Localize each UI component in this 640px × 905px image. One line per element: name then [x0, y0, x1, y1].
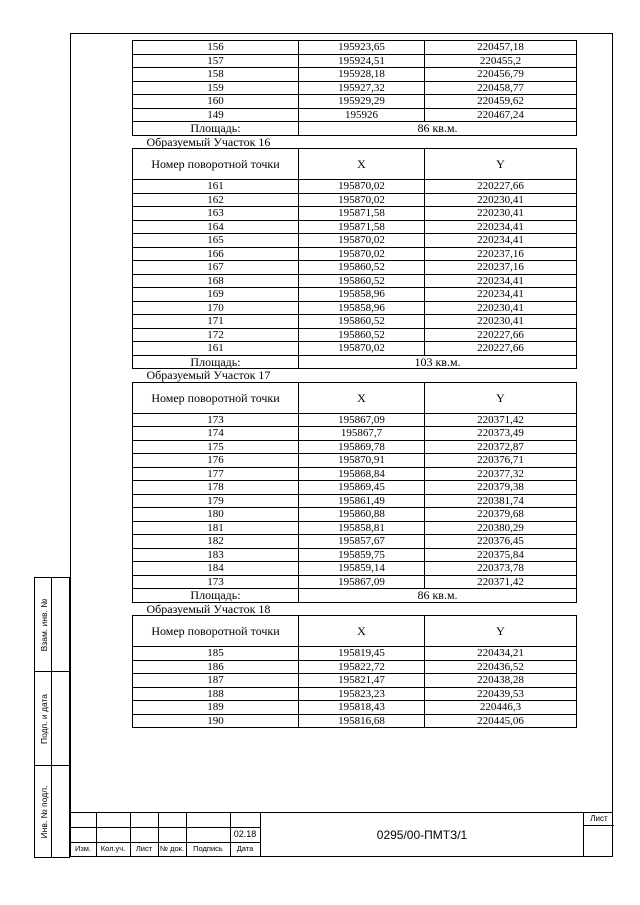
- header-point-number: Номер поворотной точки: [133, 149, 299, 180]
- x-coordinate: 195858,96: [299, 288, 425, 302]
- title-block: [70, 812, 613, 857]
- point-number: 180: [133, 508, 299, 522]
- x-coordinate: 195860,52: [299, 315, 425, 329]
- point-number: 170: [133, 301, 299, 315]
- x-coordinate: 195871,58: [299, 207, 425, 221]
- x-coordinate: 195860,52: [299, 274, 425, 288]
- area-label: Площадь:: [133, 122, 299, 136]
- table-row: [133, 674, 577, 688]
- x-coordinate: 195819,45: [299, 647, 425, 661]
- x-coordinate: 195869,45: [299, 481, 425, 495]
- x-coordinate: 195860,88: [299, 508, 425, 522]
- y-coordinate: 220379,38: [425, 481, 577, 495]
- y-coordinate: 220376,71: [425, 454, 577, 468]
- section-title: Образуемый Участок 17: [133, 369, 577, 383]
- y-coordinate: 220438,28: [425, 674, 577, 688]
- y-coordinate: 220459,62: [425, 95, 577, 109]
- y-coordinate: 220439,53: [425, 687, 577, 701]
- table-row: [133, 413, 577, 427]
- section-row: [133, 135, 577, 149]
- stamp-header-change: Изм.: [74, 844, 92, 853]
- table-row: [133, 207, 577, 221]
- point-number: 172: [133, 328, 299, 342]
- table-row: [133, 714, 577, 728]
- y-coordinate: 220227,66: [425, 180, 577, 194]
- table-row: [133, 41, 577, 55]
- y-coordinate: 220457,18: [425, 41, 577, 55]
- table-row: [133, 68, 577, 82]
- stamp-header-docno: № док.: [159, 844, 185, 853]
- side-cell-inv: [34, 765, 70, 858]
- area-value: 103 кв.м.: [299, 355, 577, 369]
- point-number: 175: [133, 440, 299, 454]
- header-y: Y: [425, 382, 577, 413]
- y-coordinate: 220234,41: [425, 234, 577, 248]
- side-label-inv: Инв. № подл.: [39, 785, 49, 838]
- point-number: 173: [133, 575, 299, 589]
- y-coordinate: 220230,41: [425, 301, 577, 315]
- point-number: 167: [133, 261, 299, 275]
- header-x: X: [299, 382, 425, 413]
- stamp-header-signature: Подпись: [193, 844, 223, 853]
- table-row: [133, 288, 577, 302]
- point-number: 177: [133, 467, 299, 481]
- point-number: 156: [133, 41, 299, 55]
- table-row: [133, 193, 577, 207]
- point-number: 159: [133, 81, 299, 95]
- y-coordinate: 220230,41: [425, 193, 577, 207]
- table-row: [133, 81, 577, 95]
- x-coordinate: 195858,81: [299, 521, 425, 535]
- x-coordinate: 195859,75: [299, 548, 425, 562]
- x-coordinate: 195857,67: [299, 535, 425, 549]
- point-number: 189: [133, 701, 299, 715]
- point-number: 186: [133, 660, 299, 674]
- point-number: 166: [133, 247, 299, 261]
- table-row: [133, 481, 577, 495]
- x-coordinate: 195924,51: [299, 54, 425, 68]
- point-number: 190: [133, 714, 299, 728]
- y-coordinate: 220446,3: [425, 701, 577, 715]
- x-coordinate: 195923,65: [299, 41, 425, 55]
- x-coordinate: 195860,52: [299, 328, 425, 342]
- table-row: [133, 548, 577, 562]
- table-row: [133, 315, 577, 329]
- stamp-header-date: Дата: [236, 844, 254, 853]
- table-row: [133, 234, 577, 248]
- side-cell-replace: [34, 577, 70, 672]
- x-coordinate: 195870,02: [299, 342, 425, 356]
- x-coordinate: 195868,84: [299, 467, 425, 481]
- point-number: 160: [133, 95, 299, 109]
- table-row: [133, 95, 577, 109]
- table-row: [133, 108, 577, 122]
- table-row: [133, 647, 577, 661]
- x-coordinate: 195870,02: [299, 247, 425, 261]
- x-coordinate: 195869,78: [299, 440, 425, 454]
- y-coordinate: 220436,52: [425, 660, 577, 674]
- table-row: [133, 301, 577, 315]
- sheet-cell: [583, 812, 613, 857]
- point-number: 182: [133, 535, 299, 549]
- y-coordinate: 220371,42: [425, 413, 577, 427]
- side-label-sign: Подп. и дата: [39, 693, 49, 744]
- y-coordinate: 220372,87: [425, 440, 577, 454]
- point-number: 164: [133, 220, 299, 234]
- header-row: [133, 616, 577, 647]
- y-coordinate: 220379,68: [425, 508, 577, 522]
- header-point-number: Номер поворотной точки: [133, 382, 299, 413]
- x-coordinate: 195927,32: [299, 81, 425, 95]
- table-row: [133, 575, 577, 589]
- table-row: [133, 342, 577, 356]
- point-number: 161: [133, 180, 299, 194]
- table-row: [133, 660, 577, 674]
- point-number: 161: [133, 342, 299, 356]
- y-coordinate: 220375,84: [425, 548, 577, 562]
- stamp-header-sheet: Лист: [135, 844, 153, 853]
- table-row: [133, 521, 577, 535]
- y-coordinate: 220371,42: [425, 575, 577, 589]
- area-row: [133, 355, 577, 369]
- stamp-grid: [70, 812, 260, 857]
- y-coordinate: 220373,78: [425, 562, 577, 576]
- area-label: Площадь:: [133, 589, 299, 603]
- point-number: 179: [133, 494, 299, 508]
- y-coordinate: 220381,74: [425, 494, 577, 508]
- x-coordinate: 195871,58: [299, 220, 425, 234]
- header-x: X: [299, 616, 425, 647]
- table-row: [133, 508, 577, 522]
- side-stamp: [34, 577, 70, 858]
- table-row: [133, 440, 577, 454]
- y-coordinate: 220234,41: [425, 274, 577, 288]
- y-coordinate: 220373,49: [425, 427, 577, 441]
- table-row: [133, 454, 577, 468]
- point-number: 149: [133, 108, 299, 122]
- side-label-replace: Взам. инв. №: [39, 598, 49, 651]
- x-coordinate: 195870,02: [299, 193, 425, 207]
- x-coordinate: 195870,91: [299, 454, 425, 468]
- header-row: [133, 382, 577, 413]
- point-number: 184: [133, 562, 299, 576]
- coordinates-table: [132, 40, 577, 728]
- document-code: 0295/00-ПМТЗ/1: [260, 812, 583, 857]
- point-number: 162: [133, 193, 299, 207]
- section-title: Образуемый Участок 16: [133, 135, 577, 149]
- x-coordinate: 195867,09: [299, 575, 425, 589]
- y-coordinate: 220237,16: [425, 247, 577, 261]
- point-number: 178: [133, 481, 299, 495]
- x-coordinate: 195867,7: [299, 427, 425, 441]
- table-row: [133, 247, 577, 261]
- x-coordinate: 195859,14: [299, 562, 425, 576]
- point-number: 157: [133, 54, 299, 68]
- y-coordinate: 220458,77: [425, 81, 577, 95]
- point-number: 168: [133, 274, 299, 288]
- y-coordinate: 220456,79: [425, 68, 577, 82]
- x-coordinate: 195858,96: [299, 301, 425, 315]
- y-coordinate: 220380,29: [425, 521, 577, 535]
- x-coordinate: 195818,43: [299, 701, 425, 715]
- point-number: 171: [133, 315, 299, 329]
- stamp-header-qty: Кол.уч.: [100, 844, 126, 853]
- table-row: [133, 494, 577, 508]
- stamp-date: 02.18: [233, 829, 257, 839]
- x-coordinate: 195816,68: [299, 714, 425, 728]
- y-coordinate: 220467,24: [425, 108, 577, 122]
- table-row: [133, 427, 577, 441]
- area-value: 86 кв.м.: [299, 589, 577, 603]
- header-row: [133, 149, 577, 180]
- x-coordinate: 195821,47: [299, 674, 425, 688]
- table-row: [133, 562, 577, 576]
- x-coordinate: 195823,23: [299, 687, 425, 701]
- x-coordinate: 195928,18: [299, 68, 425, 82]
- x-coordinate: 195870,02: [299, 234, 425, 248]
- section-title: Образуемый Участок 18: [133, 602, 577, 616]
- point-number: 181: [133, 521, 299, 535]
- area-value: 86 кв.м.: [299, 122, 577, 136]
- sheet-label: Лист: [590, 814, 608, 823]
- y-coordinate: 220434,21: [425, 647, 577, 661]
- x-coordinate: 195929,29: [299, 95, 425, 109]
- side-cell-sign: [34, 671, 70, 766]
- table-row: [133, 687, 577, 701]
- point-number: 183: [133, 548, 299, 562]
- header-y: Y: [425, 616, 577, 647]
- header-y: Y: [425, 149, 577, 180]
- section-row: [133, 602, 577, 616]
- y-coordinate: 220445,06: [425, 714, 577, 728]
- y-coordinate: 220230,41: [425, 315, 577, 329]
- area-row: [133, 589, 577, 603]
- y-coordinate: 220377,32: [425, 467, 577, 481]
- point-number: 163: [133, 207, 299, 221]
- header-point-number: Номер поворотной точки: [133, 616, 299, 647]
- table-row: [133, 180, 577, 194]
- point-number: 187: [133, 674, 299, 688]
- y-coordinate: 220230,41: [425, 207, 577, 221]
- table-row: [133, 328, 577, 342]
- y-coordinate: 220234,41: [425, 288, 577, 302]
- table-row: [133, 54, 577, 68]
- area-row: [133, 122, 577, 136]
- x-coordinate: 195860,52: [299, 261, 425, 275]
- x-coordinate: 195822,72: [299, 660, 425, 674]
- y-coordinate: 220455,2: [425, 54, 577, 68]
- point-number: 176: [133, 454, 299, 468]
- x-coordinate: 195861,49: [299, 494, 425, 508]
- table-row: [133, 535, 577, 549]
- table-row: [133, 261, 577, 275]
- y-coordinate: 220227,66: [425, 328, 577, 342]
- point-number: 165: [133, 234, 299, 248]
- point-number: 173: [133, 413, 299, 427]
- y-coordinate: 220237,16: [425, 261, 577, 275]
- point-number: 188: [133, 687, 299, 701]
- point-number: 174: [133, 427, 299, 441]
- point-number: 158: [133, 68, 299, 82]
- point-number: 169: [133, 288, 299, 302]
- table-row: [133, 274, 577, 288]
- x-coordinate: 195870,02: [299, 180, 425, 194]
- area-label: Площадь:: [133, 355, 299, 369]
- x-coordinate: 195867,09: [299, 413, 425, 427]
- y-coordinate: 220376,45: [425, 535, 577, 549]
- y-coordinate: 220234,41: [425, 220, 577, 234]
- x-coordinate: 195926: [299, 108, 425, 122]
- y-coordinate: 220227,66: [425, 342, 577, 356]
- point-number: 185: [133, 647, 299, 661]
- table-row: [133, 220, 577, 234]
- section-row: [133, 369, 577, 383]
- table-row: [133, 467, 577, 481]
- header-x: X: [299, 149, 425, 180]
- table-row: [133, 701, 577, 715]
